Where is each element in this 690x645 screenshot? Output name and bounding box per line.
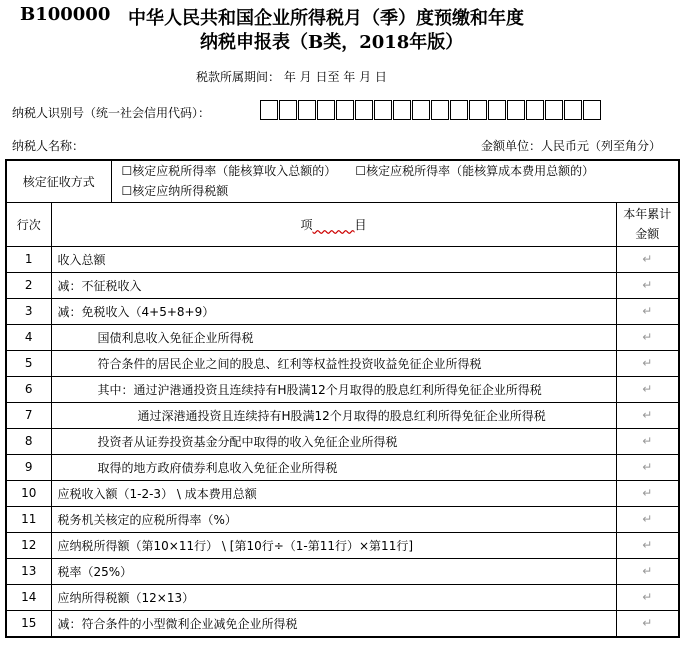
tax-period: 税款所属期间： 年 月 日至 年 月 日	[196, 70, 387, 84]
id-digit-box[interactable]	[507, 100, 525, 120]
row-item: 应纳所得税额（12×13）	[51, 584, 616, 610]
form-title-line1: 中华人民共和国企业所得税月（季）度预缴和年度	[128, 8, 524, 29]
row-item: 应税收入额（1-2-3） \ 成本费用总额	[51, 480, 616, 506]
table-row	[6, 350, 679, 376]
row-number: 12	[6, 532, 51, 558]
row-number: 6	[6, 376, 51, 402]
row-number: 10	[6, 480, 51, 506]
id-digit-box[interactable]	[355, 100, 373, 120]
id-digit-box[interactable]	[526, 100, 544, 120]
row-item: 取得的地方政府债券利息收入免征企业所得税	[51, 454, 616, 480]
table-row	[6, 402, 679, 428]
row-item: 减：不征税收入	[51, 272, 616, 298]
id-digit-box[interactable]	[412, 100, 430, 120]
header-item: 项 目	[51, 202, 616, 246]
row-item: 税务机关核定的应税所得率（%）	[51, 506, 616, 532]
row-number: 2	[6, 272, 51, 298]
taxpayer-id-boxes[interactable]	[260, 100, 602, 120]
id-digit-box[interactable]	[279, 100, 297, 120]
id-digit-box[interactable]	[260, 100, 278, 120]
table-row	[6, 376, 679, 402]
table-row	[6, 428, 679, 454]
taxpayer-name-label: 纳税人名称：	[12, 139, 85, 153]
row-number: 3	[6, 298, 51, 324]
id-digit-box[interactable]	[374, 100, 392, 120]
id-digit-box[interactable]	[450, 100, 468, 120]
table-row	[6, 324, 679, 350]
table-row	[6, 506, 679, 532]
row-item: 减：免税收入（4+5+8+9）	[51, 298, 616, 324]
row-amount-input[interactable]: ↵	[616, 610, 679, 637]
row-item: 应纳税所得额（第10×11行） \ [第10行÷（1-第11行）×第11行]	[51, 532, 616, 558]
row-number: 4	[6, 324, 51, 350]
row-amount-input[interactable]: ↵	[616, 558, 679, 584]
row-item: 符合条件的居民企业之间的股息、红利等权益性投资收益免征企业所得税	[51, 350, 616, 376]
row-amount-input[interactable]: ↵	[616, 402, 679, 428]
row-item: 通过深港通投资且连续持有H股满12个月取得的股息红利所得免征企业所得税	[51, 402, 616, 428]
table-row	[6, 584, 679, 610]
row-item: 投资者从证券投资基金分配中取得的收入免征企业所得税	[51, 428, 616, 454]
row-amount-input[interactable]: ↵	[616, 454, 679, 480]
row-number: 14	[6, 584, 51, 610]
row-amount-input[interactable]: ↵	[616, 584, 679, 610]
id-digit-box[interactable]	[488, 100, 506, 120]
row-number: 5	[6, 350, 51, 376]
row-item: 减：符合条件的小型微利企业减免企业所得税	[51, 610, 616, 637]
id-digit-box[interactable]	[469, 100, 487, 120]
row-amount-input[interactable]: ↵	[616, 246, 679, 272]
table-row	[6, 272, 679, 298]
row-number: 11	[6, 506, 51, 532]
row-amount-input[interactable]: ↵	[616, 480, 679, 506]
row-number: 8	[6, 428, 51, 454]
id-digit-box[interactable]	[564, 100, 582, 120]
row-item: 国债利息收入免征企业所得税	[51, 324, 616, 350]
tax-return-table	[5, 159, 680, 638]
row-number: 13	[6, 558, 51, 584]
table-row	[6, 610, 679, 637]
table-row	[6, 480, 679, 506]
option-income-based[interactable]: ☐核定应税所得率（能核算收入总额的）	[121, 164, 337, 179]
row-amount-input[interactable]: ↵	[616, 428, 679, 454]
row-number: 15	[6, 610, 51, 637]
table-row	[6, 558, 679, 584]
id-digit-box[interactable]	[545, 100, 563, 120]
form-code: B100000	[20, 4, 111, 25]
row-amount-input[interactable]: ↵	[616, 324, 679, 350]
id-digit-box[interactable]	[298, 100, 316, 120]
id-digit-box[interactable]	[431, 100, 449, 120]
taxpayer-id-label: 纳税人识别号（统一社会信用代码）：	[12, 106, 211, 120]
table-row	[6, 454, 679, 480]
id-digit-box[interactable]	[317, 100, 335, 120]
row-number: 7	[6, 402, 51, 428]
row-item: 税率（25%）	[51, 558, 616, 584]
option-cost-based[interactable]: ☐核定应税所得率（能核算成本费用总额的）	[355, 164, 595, 179]
row-amount-input[interactable]: ↵	[616, 272, 679, 298]
collection-method-label: 核定征收方式	[6, 160, 111, 202]
row-amount-input[interactable]: ↵	[616, 376, 679, 402]
table-row	[6, 532, 679, 558]
row-amount-input[interactable]: ↵	[616, 298, 679, 324]
row-amount-input[interactable]: ↵	[616, 532, 679, 558]
table-row	[6, 246, 679, 272]
currency-unit: 金额单位：人民币元（列至角分）	[481, 139, 662, 153]
table-row	[6, 298, 679, 324]
header-amount: 本年累计 金额	[616, 202, 679, 246]
form-title-line2: 纳税申报表（B类，2018年版）	[200, 32, 464, 53]
option-fixed-tax[interactable]: ☐核定应纳所得税额	[121, 184, 229, 199]
id-digit-box[interactable]	[393, 100, 411, 120]
row-amount-input[interactable]: ↵	[616, 506, 679, 532]
id-digit-box[interactable]	[583, 100, 601, 120]
row-item: 收入总额	[51, 246, 616, 272]
id-digit-box[interactable]	[336, 100, 354, 120]
row-item: 其中：通过沪港通投资且连续持有H股满12个月取得的股息红利所得免征企业所得税	[51, 376, 616, 402]
header-row-no: 行次	[6, 202, 51, 246]
row-amount-input[interactable]: ↵	[616, 350, 679, 376]
row-number: 9	[6, 454, 51, 480]
row-number: 1	[6, 246, 51, 272]
